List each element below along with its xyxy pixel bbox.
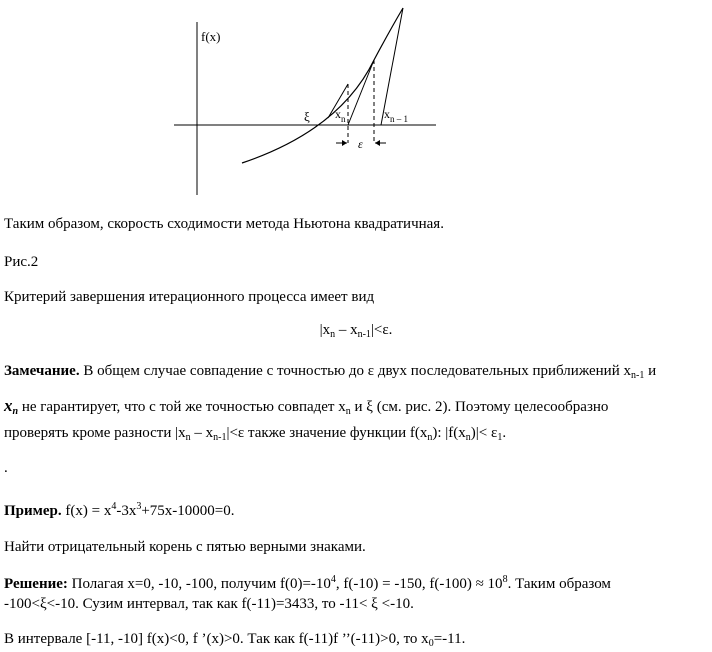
xn-label: $x_n$ bbox=[335, 107, 346, 124]
remark-label: Замечание. bbox=[4, 363, 80, 379]
function-curve bbox=[242, 8, 403, 163]
xn-symbol: x bbox=[4, 396, 13, 415]
xn1-label: $x_{n - 1}$ bbox=[384, 107, 408, 124]
solution-label: Решение: bbox=[4, 576, 68, 592]
figure-caption: Рис.2 bbox=[4, 254, 39, 270]
solution-line-2: -100<ξ<-10. Сузим интервал, так как f(-11)=3433, то -11< ξ <-10. bbox=[4, 596, 414, 612]
remark-line-2: $x_n$ не гарантирует, что с той же точностью совпадет $x_n$ и ξ (см. рис. 2). Поэтому целесообразно bbox=[4, 396, 609, 417]
example-label: Пример. bbox=[4, 503, 62, 519]
tangent-line-2 bbox=[348, 60, 374, 125]
stray-dot: . bbox=[4, 460, 8, 476]
remark-line-3: проверять кроме разности $|x_n - x_{n-1}|<\varepsilon$ также значение функции $f(x_n)$: $|f(x_n)|< \varepsilon_1$. bbox=[4, 425, 507, 443]
criterion-sentence: Критерий завершения итерационного процесса имеет вид bbox=[4, 289, 375, 305]
newton-diagram bbox=[160, 0, 460, 200]
task-sentence: Найти отрицательный корень с пятью верными знаками. bbox=[4, 539, 366, 555]
stop-criterion-formula: $|x_n - x_{n-1}|<\varepsilon$. bbox=[319, 322, 393, 340]
example-line: Пример. $f(x) = x^4-3x^3+75x-10000=0$. bbox=[4, 501, 235, 519]
solution-line-1: Решение: Полагая x=0, -10, -100, получим $f(0)=-10^4$, f(-10) = -150, $f(-100) \approx 10^8$. Таким образом bbox=[4, 574, 611, 592]
remark-line-1: Замечание. В общем случае совпадение с точностью до ε двух последовательных приближений $x_{n-1}$ и bbox=[4, 363, 657, 381]
interval-line: В интервале [-11, -10] f(x)<0, f ’(x)>0. Так как f(-11)f ’’(-11)>0, то $x_0=-11$. bbox=[4, 631, 466, 649]
y-axis-label: f(x) bbox=[201, 29, 221, 44]
eps-label: ε bbox=[358, 137, 363, 151]
convergence-sentence: Таким образом, скорость сходимости метода Ньютона квадратичная. bbox=[4, 216, 444, 232]
xi-label: ξ bbox=[304, 109, 310, 124]
newton-method-figure bbox=[160, 0, 460, 200]
